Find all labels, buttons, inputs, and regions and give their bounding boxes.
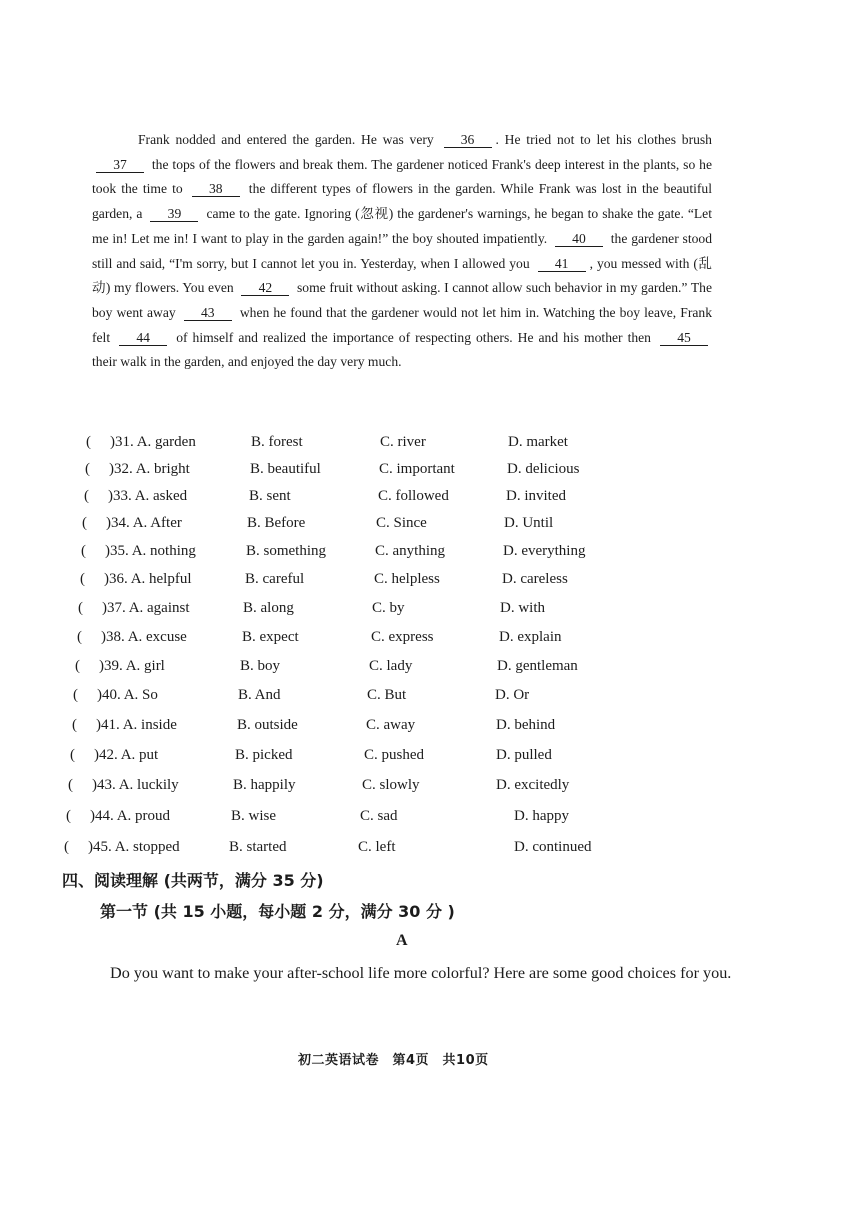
option-b: B. picked <box>235 747 293 763</box>
option-c: C. helpless <box>374 571 440 587</box>
part-letter: A <box>396 932 408 949</box>
option-b: B. outside <box>237 717 298 733</box>
question-num: 32. <box>114 461 133 477</box>
answer-paren-open[interactable]: ( <box>78 600 83 616</box>
question-number <box>107 600 190 617</box>
question-number <box>104 658 165 675</box>
option-b: B. expect <box>242 629 299 645</box>
answer-paren-close: ) <box>102 600 107 616</box>
answer-paren-open[interactable]: ( <box>82 515 87 531</box>
option-d: D. Or <box>495 687 530 703</box>
option-c: C. sad <box>360 808 398 824</box>
blank-44: 44 <box>119 330 167 346</box>
answer-paren-close: ) <box>105 543 110 559</box>
question-num: 42. <box>99 747 118 763</box>
option-d: D. excitedly <box>496 777 570 793</box>
option-c: C. left <box>358 839 396 855</box>
option-b: B. boy <box>240 658 281 674</box>
option-d: D. continued <box>514 839 592 855</box>
answer-paren-close: ) <box>108 488 113 504</box>
option-d: D. careless <box>502 571 568 587</box>
answer-paren-open[interactable]: ( <box>85 461 90 477</box>
answer-paren-close: ) <box>99 658 104 674</box>
option-c: C. away <box>366 717 416 733</box>
passage-text: Frank nodded and entered the garden. He was very <box>138 132 434 147</box>
option-c: C. important <box>379 461 455 477</box>
option-a: A. nothing <box>131 543 196 559</box>
cloze-passage <box>92 128 712 375</box>
blank-37: 37 <box>96 157 144 173</box>
option-a: A. excuse <box>127 629 187 645</box>
answer-paren-close: ) <box>94 747 99 763</box>
option-d: D. gentleman <box>497 658 578 674</box>
answer-paren-open[interactable]: ( <box>77 629 82 645</box>
option-d: D. invited <box>506 488 566 504</box>
question-number <box>99 747 158 764</box>
option-b: B. sent <box>249 488 291 504</box>
option-a: A. bright <box>135 461 190 477</box>
question-number <box>93 839 180 856</box>
question-num: 39. <box>104 658 123 674</box>
answer-paren-open[interactable]: ( <box>70 747 75 763</box>
answer-paren-open[interactable]: ( <box>86 434 91 450</box>
option-b: B. careful <box>245 571 305 587</box>
question-number <box>115 434 196 451</box>
answer-paren-close: ) <box>101 629 106 645</box>
option-c: C. by <box>372 600 405 616</box>
option-a: A. asked <box>134 488 188 504</box>
answer-paren-open[interactable]: ( <box>64 839 69 855</box>
option-a: A. proud <box>116 808 171 824</box>
option-c: C. pushed <box>364 747 424 763</box>
option-b: B. something <box>246 543 327 559</box>
question-number <box>106 629 187 646</box>
option-c: C. followed <box>378 488 449 504</box>
option-c: C. But <box>367 687 407 703</box>
answer-paren-open[interactable]: ( <box>68 777 73 793</box>
answer-paren-close: ) <box>109 461 114 477</box>
option-c: C. slowly <box>362 777 420 793</box>
question-num: 45. <box>93 839 112 855</box>
option-b: B. wise <box>231 808 276 824</box>
answer-paren-open[interactable]: ( <box>84 488 89 504</box>
option-d: D. explain <box>499 629 562 645</box>
option-c: C. express <box>371 629 434 645</box>
option-d: D. with <box>500 600 545 616</box>
option-b: B. happily <box>233 777 296 793</box>
question-number <box>109 571 192 588</box>
option-b: B. forest <box>251 434 303 450</box>
answer-paren-close: ) <box>92 777 97 793</box>
option-b: B. And <box>238 687 281 703</box>
option-c: C. anything <box>375 543 445 559</box>
option-d: D. behind <box>496 717 556 733</box>
passage-text: when he found that the gardener would not let him in. Watching the boy leave, Frank felt <box>92 304 713 345</box>
blank-45: 45 <box>660 330 708 346</box>
option-a: A. luckily <box>118 777 179 793</box>
option-a: A. put <box>120 747 159 763</box>
section-subtitle: 第一节 (共 15 小题，每小题 2 分，满分 30 分 ) <box>100 902 455 921</box>
option-d: D. happy <box>514 808 569 824</box>
option-b: B. along <box>243 600 294 616</box>
answer-paren-open[interactable]: ( <box>72 717 77 733</box>
passage-text: their walk in the garden, and enjoyed the day very much. <box>92 354 402 370</box>
question-number <box>95 808 170 825</box>
question-num: 36. <box>109 571 128 587</box>
blank-42: 42 <box>241 280 289 296</box>
blank-36: 36 <box>444 132 492 148</box>
question-number <box>114 461 190 478</box>
passage-text: some fruit without asking. I cannot allow such behavior in my garden.” The boy went away <box>92 280 712 320</box>
answer-paren-close: ) <box>96 717 101 733</box>
question-num: 37. <box>107 600 126 616</box>
question-num: 33. <box>113 488 132 504</box>
answer-paren-open[interactable]: ( <box>75 658 80 674</box>
option-d: D. delicious <box>507 461 580 477</box>
answer-paren-close: ) <box>104 571 109 587</box>
option-c: C. lady <box>369 658 413 674</box>
answer-paren-close: ) <box>90 808 95 824</box>
section-title: 四、阅读理解 (共两节，满分 35 分) <box>62 871 324 890</box>
option-a: A. garden <box>136 434 196 450</box>
answer-paren-close: ) <box>97 687 102 703</box>
reading-intro: Do you want to make your after-school life more colorful? Here are some good choices for you. <box>110 964 732 982</box>
option-a: A. After <box>132 515 182 531</box>
option-a: A. girl <box>125 658 165 674</box>
question-num: 34. <box>111 515 130 531</box>
answer-paren-close: ) <box>110 434 115 450</box>
option-d: D. everything <box>503 543 586 559</box>
passage-text: the tops of the flowers and break them. The gardener noticed Frank's deep interest in the plants, so he took the time to <box>92 156 712 197</box>
answer-paren-open[interactable]: ( <box>66 808 71 824</box>
blank-40: 40 <box>555 231 603 247</box>
option-a: A. So <box>123 687 158 703</box>
blank-38: 38 <box>192 181 240 197</box>
answer-paren-close: ) <box>88 839 93 855</box>
question-num: 40. <box>102 687 121 703</box>
answer-paren-open[interactable]: ( <box>80 571 85 587</box>
option-a: A. stopped <box>114 839 180 855</box>
answer-paren-open[interactable]: ( <box>81 543 86 559</box>
question-num: 41. <box>101 717 120 733</box>
question-num: 35. <box>110 543 129 559</box>
blank-39: 39 <box>150 206 198 222</box>
question-number <box>110 543 196 560</box>
question-num: 38. <box>106 629 125 645</box>
option-b: B. beautiful <box>250 461 321 477</box>
option-a: A. against <box>128 600 190 616</box>
option-d: D. market <box>508 434 568 450</box>
question-number <box>102 687 158 704</box>
answer-paren-close: ) <box>106 515 111 531</box>
option-d: D. Until <box>504 515 554 531</box>
question-number <box>97 777 179 794</box>
answer-paren-open[interactable]: ( <box>73 687 78 703</box>
passage-text: , you messed with (乱动) my flowers. You even <box>92 255 712 296</box>
passage-text: the different types of flowers in the garden. While Frank was lost in the beautiful garden, a <box>92 181 712 222</box>
passage-text: came to the gate. Ignoring (忽视) the gardener's warnings, he began to shake the gate. “Let me in! Let me in! I want to play in the garden again!” the boy shouted impatiently. <box>92 206 712 246</box>
option-b: B. Before <box>247 515 306 531</box>
blank-43: 43 <box>184 305 232 321</box>
option-d: D. pulled <box>496 747 552 763</box>
option-c: C. river <box>380 434 426 450</box>
option-c: C. Since <box>376 515 427 531</box>
question-number <box>111 515 182 532</box>
page-footer: 初二英语试卷 第4页 共10页 <box>298 1053 489 1068</box>
option-a: A. helpful <box>130 571 192 587</box>
passage-text: . He tried not to let his clothes brush <box>495 132 712 147</box>
question-num: 43. <box>97 777 116 793</box>
option-a: A. inside <box>122 717 177 733</box>
question-num: 44. <box>95 808 114 824</box>
passage-text: the gardener stood still and said, “I'm sorry, but I cannot let you in. Yesterday, when I allowed you <box>92 230 712 271</box>
option-b: B. started <box>229 839 287 855</box>
passage-text: of himself and realized the importance of respecting others. He and his mother then <box>176 329 651 345</box>
question-number <box>101 717 177 734</box>
question-number <box>113 488 187 505</box>
blank-41: 41 <box>538 256 586 272</box>
question-num: 31. <box>115 434 134 450</box>
